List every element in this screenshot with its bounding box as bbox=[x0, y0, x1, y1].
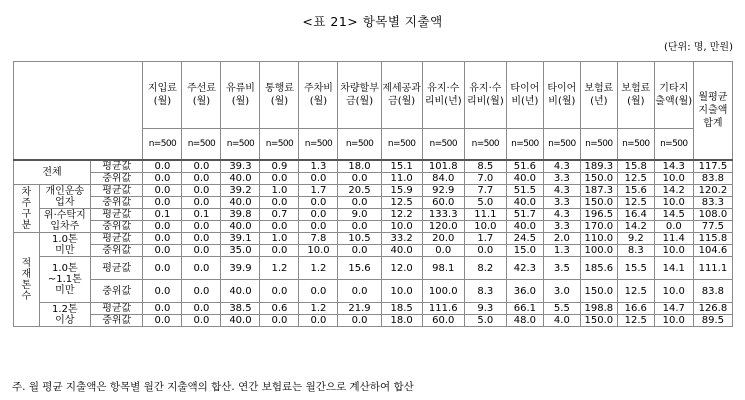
table-cell: 83.8 bbox=[693, 280, 732, 303]
table-cell: 15.5 bbox=[617, 257, 654, 280]
table-cell: 40.0 bbox=[221, 197, 260, 209]
table-cell: 10.0 bbox=[654, 173, 693, 185]
table-cell: 60.0 bbox=[422, 197, 464, 209]
table-cell: 0.0 bbox=[182, 197, 221, 209]
table-cell: 38.5 bbox=[221, 303, 260, 315]
table-cell: 15.6 bbox=[338, 257, 381, 280]
n-cell: n=500 bbox=[260, 129, 299, 161]
n-cell: n=500 bbox=[381, 129, 422, 161]
table-cell: 0.0 bbox=[299, 315, 338, 327]
corner-cell bbox=[14, 62, 143, 161]
stat-label: 중위값 bbox=[91, 173, 143, 185]
table-cell: 0.0 bbox=[143, 197, 182, 209]
table-cell: 0.0 bbox=[182, 245, 221, 257]
subgroup-label: 위·수탁지입차주 bbox=[39, 209, 90, 233]
table-cell: 4.3 bbox=[543, 209, 580, 221]
table-row bbox=[14, 315, 733, 327]
table-cell: 48.0 bbox=[506, 315, 543, 327]
footnote: 주. 월 평균 지출액은 항목별 월간 지출액의 합산. 연간 보험료는 월간으로 계산하여 합산 bbox=[12, 381, 414, 393]
table-cell: 15.9 bbox=[381, 185, 422, 197]
table-cell: 0.6 bbox=[260, 303, 299, 315]
n-cell: n=500 bbox=[338, 129, 381, 161]
subgroup-label: 1.0톤~1.1톤미만 bbox=[39, 257, 90, 303]
table-cell: 120.2 bbox=[693, 185, 732, 197]
table-cell: 11.1 bbox=[464, 209, 506, 221]
unit-label: (단위: 명, 만원) bbox=[663, 42, 733, 53]
table-cell: 1.0 bbox=[260, 185, 299, 197]
stat-label: 중위값 bbox=[91, 280, 143, 303]
table-cell: 0.0 bbox=[143, 233, 182, 245]
table-cell: 0.1 bbox=[182, 209, 221, 221]
table-cell: 0.0 bbox=[182, 221, 221, 233]
table-cell: 3.3 bbox=[543, 173, 580, 185]
table-cell: 12.5 bbox=[617, 280, 654, 303]
table-cell: 11.0 bbox=[381, 173, 422, 185]
table-cell: 16.4 bbox=[617, 209, 654, 221]
table-row bbox=[14, 197, 733, 209]
table-cell: 0.0 bbox=[338, 221, 381, 233]
n-cell: n=500 bbox=[506, 129, 543, 161]
table-row bbox=[14, 160, 733, 173]
header-row bbox=[14, 62, 733, 129]
table-cell: 12.0 bbox=[381, 257, 422, 280]
table-cell: 8.3 bbox=[464, 280, 506, 303]
table-cell: 51.5 bbox=[506, 185, 543, 197]
n-cell: n=500 bbox=[422, 129, 464, 161]
table-cell: 150.0 bbox=[580, 315, 617, 327]
table-cell: 198.8 bbox=[580, 303, 617, 315]
table-cell: 3.3 bbox=[543, 197, 580, 209]
subgroup-label: 1.2톤이상 bbox=[39, 303, 90, 327]
table-cell: 14.2 bbox=[617, 221, 654, 233]
table-cell: 0.0 bbox=[143, 257, 182, 280]
table-cell: 98.1 bbox=[422, 257, 464, 280]
table-title: <표 21> 항목별 지출액 bbox=[302, 14, 443, 29]
table-cell: 40.0 bbox=[221, 280, 260, 303]
table-cell: 5.0 bbox=[464, 315, 506, 327]
table-cell: 0.0 bbox=[143, 245, 182, 257]
table-row bbox=[14, 173, 733, 185]
table-cell: 16.6 bbox=[617, 303, 654, 315]
table-cell: 100.0 bbox=[422, 280, 464, 303]
table-cell: 51.6 bbox=[506, 160, 543, 173]
table-cell: 0.0 bbox=[299, 221, 338, 233]
table-cell: 40.0 bbox=[221, 173, 260, 185]
table-cell: 150.0 bbox=[580, 173, 617, 185]
table-cell: 1.2 bbox=[299, 303, 338, 315]
table-cell: 1.7 bbox=[299, 185, 338, 197]
table-cell: 0.0 bbox=[182, 257, 221, 280]
group-label-carowner: 차주구분 bbox=[14, 185, 40, 233]
n-cell: n=500 bbox=[464, 129, 506, 161]
col-header: 보험료(년) bbox=[580, 62, 617, 129]
stat-label: 평균값 bbox=[91, 185, 143, 197]
table-cell: 0.0 bbox=[182, 173, 221, 185]
table-cell: 3.5 bbox=[543, 257, 580, 280]
col-header: 보험료(월) bbox=[617, 62, 654, 129]
table-cell: 108.0 bbox=[693, 209, 732, 221]
table-cell: 150.0 bbox=[580, 280, 617, 303]
table-cell: 0.0 bbox=[143, 185, 182, 197]
table-cell: 40.0 bbox=[506, 173, 543, 185]
table-cell: 189.3 bbox=[580, 160, 617, 173]
table-cell: 0.0 bbox=[299, 197, 338, 209]
stat-label: 평균값 bbox=[91, 160, 143, 173]
table-cell: 7.7 bbox=[464, 185, 506, 197]
table-cell: 0.0 bbox=[182, 233, 221, 245]
table-cell: 10.0 bbox=[654, 245, 693, 257]
table-cell: 18.0 bbox=[381, 315, 422, 327]
table-cell: 10.0 bbox=[654, 197, 693, 209]
table-cell: 15.6 bbox=[617, 185, 654, 197]
table-cell: 39.3 bbox=[221, 160, 260, 173]
table-cell: 5.0 bbox=[464, 197, 506, 209]
table-cell: 0.0 bbox=[338, 245, 381, 257]
subgroup-label: 1.0톤미만 bbox=[39, 233, 90, 257]
table-cell: 4.3 bbox=[543, 160, 580, 173]
table-cell: 101.8 bbox=[422, 160, 464, 173]
table-cell: 92.9 bbox=[422, 185, 464, 197]
table-cell: 42.3 bbox=[506, 257, 543, 280]
table-row bbox=[14, 257, 733, 280]
table-cell: 40.0 bbox=[506, 221, 543, 233]
table-cell: 5.5 bbox=[543, 303, 580, 315]
table-row bbox=[14, 221, 733, 233]
table-cell: 0.9 bbox=[260, 160, 299, 173]
table-cell: 14.3 bbox=[654, 160, 693, 173]
table-cell: 126.8 bbox=[693, 303, 732, 315]
table-cell: 14.2 bbox=[654, 185, 693, 197]
table-cell: 12.5 bbox=[381, 197, 422, 209]
table-cell: 15.1 bbox=[381, 160, 422, 173]
table-cell: 7.8 bbox=[299, 233, 338, 245]
subgroup-label: 개인운송업자 bbox=[39, 185, 90, 209]
table-cell: 3.0 bbox=[543, 280, 580, 303]
stat-label: 중위값 bbox=[91, 315, 143, 327]
table-cell: 1.3 bbox=[543, 245, 580, 257]
table-cell: 0.0 bbox=[260, 245, 299, 257]
table-cell: 0.0 bbox=[143, 280, 182, 303]
table-cell: 51.7 bbox=[506, 209, 543, 221]
stat-label: 평균값 bbox=[91, 257, 143, 280]
table-row bbox=[14, 280, 733, 303]
table-row bbox=[14, 233, 733, 245]
table-cell: 40.0 bbox=[221, 221, 260, 233]
col-header: 유지·수리비(월) bbox=[464, 62, 506, 129]
table-cell: 40.0 bbox=[506, 197, 543, 209]
stat-label: 중위값 bbox=[91, 245, 143, 257]
expense-table bbox=[13, 61, 733, 327]
table-cell: 10.0 bbox=[381, 221, 422, 233]
table-row bbox=[14, 185, 733, 197]
col-header: 타이어비(년) bbox=[506, 62, 543, 129]
table-cell: 40.0 bbox=[381, 245, 422, 257]
n-cell: n=500 bbox=[580, 129, 617, 161]
table-cell: 117.5 bbox=[693, 160, 732, 173]
table-cell: 0.0 bbox=[182, 160, 221, 173]
col-header: 기타지출액(월) bbox=[654, 62, 693, 129]
group-label-total: 전체 bbox=[14, 160, 91, 185]
table-cell: 0.0 bbox=[143, 315, 182, 327]
n-cell: n=500 bbox=[543, 129, 580, 161]
table-cell: 0.0 bbox=[338, 315, 381, 327]
table-cell: 115.8 bbox=[693, 233, 732, 245]
table-cell: 39.8 bbox=[221, 209, 260, 221]
table-cell: 170.0 bbox=[580, 221, 617, 233]
table-row bbox=[14, 209, 733, 221]
table-cell: 4.3 bbox=[543, 185, 580, 197]
table-cell: 36.0 bbox=[506, 280, 543, 303]
table-cell: 0.0 bbox=[464, 245, 506, 257]
col-header: 차량할부금(월) bbox=[338, 62, 381, 129]
table-cell: 1.3 bbox=[299, 160, 338, 173]
group-label-tonnage: 적재톤수 bbox=[14, 233, 40, 327]
n-cell: n=500 bbox=[221, 129, 260, 161]
table-cell: 8.5 bbox=[464, 160, 506, 173]
n-cell: n=500 bbox=[299, 129, 338, 161]
table-cell: 0.0 bbox=[260, 315, 299, 327]
table-cell: 0.0 bbox=[260, 221, 299, 233]
table-cell: 196.5 bbox=[580, 209, 617, 221]
stat-label: 평균값 bbox=[91, 233, 143, 245]
table-cell: 39.1 bbox=[221, 233, 260, 245]
table-cell: 120.0 bbox=[422, 221, 464, 233]
table-cell: 39.9 bbox=[221, 257, 260, 280]
table-cell: 0.0 bbox=[654, 221, 693, 233]
table-cell: 0.0 bbox=[182, 315, 221, 327]
col-header: 통행료(월) bbox=[260, 62, 299, 129]
table-cell: 1.7 bbox=[464, 233, 506, 245]
table-cell: 14.1 bbox=[654, 257, 693, 280]
table-cell: 14.5 bbox=[654, 209, 693, 221]
table-cell: 20.0 bbox=[422, 233, 464, 245]
table-cell: 150.0 bbox=[580, 197, 617, 209]
table-cell: 10.5 bbox=[338, 233, 381, 245]
stat-label: 중위값 bbox=[91, 221, 143, 233]
table-cell: 8.3 bbox=[617, 245, 654, 257]
table-cell: 18.5 bbox=[381, 303, 422, 315]
table-cell: 3.3 bbox=[543, 221, 580, 233]
n-cell: n=500 bbox=[617, 129, 654, 161]
table-cell: 40.0 bbox=[221, 315, 260, 327]
table-cell: 0.0 bbox=[182, 280, 221, 303]
table-cell: 11.4 bbox=[654, 233, 693, 245]
table-cell: 0.1 bbox=[143, 209, 182, 221]
table-cell: 10.0 bbox=[654, 280, 693, 303]
table-cell: 0.0 bbox=[299, 209, 338, 221]
table-cell: 21.9 bbox=[338, 303, 381, 315]
table-cell: 12.5 bbox=[617, 173, 654, 185]
col-header: 유지·수리비(년) bbox=[422, 62, 464, 129]
stat-label: 중위값 bbox=[91, 197, 143, 209]
table-cell: 9.0 bbox=[338, 209, 381, 221]
table-cell: 10.0 bbox=[654, 315, 693, 327]
table-cell: 0.0 bbox=[260, 197, 299, 209]
stat-label: 평균값 bbox=[91, 209, 143, 221]
col-header: 지입료(월) bbox=[143, 62, 182, 129]
table-cell: 0.7 bbox=[260, 209, 299, 221]
table-cell: 0.0 bbox=[143, 303, 182, 315]
table-cell: 83.8 bbox=[693, 173, 732, 185]
table-row bbox=[14, 245, 733, 257]
table-cell: 0.0 bbox=[422, 245, 464, 257]
col-header: 주차비(월) bbox=[299, 62, 338, 129]
table-cell: 110.0 bbox=[580, 233, 617, 245]
table-cell: 84.0 bbox=[422, 173, 464, 185]
table-cell: 0.0 bbox=[338, 173, 381, 185]
table-cell: 4.0 bbox=[543, 315, 580, 327]
table-cell: 133.3 bbox=[422, 209, 464, 221]
table-cell: 14.7 bbox=[654, 303, 693, 315]
table-cell: 0.0 bbox=[260, 173, 299, 185]
n-cell: n=500 bbox=[143, 129, 182, 161]
table-cell: 100.0 bbox=[580, 245, 617, 257]
table-row bbox=[14, 303, 733, 315]
table-cell: 1.2 bbox=[260, 257, 299, 280]
table-cell: 12.5 bbox=[617, 197, 654, 209]
table-cell: 24.5 bbox=[506, 233, 543, 245]
table-cell: 0.0 bbox=[143, 173, 182, 185]
col-header-total: 월평균지출액합계 bbox=[693, 62, 732, 161]
table-cell: 111.6 bbox=[422, 303, 464, 315]
table-cell: 8.2 bbox=[464, 257, 506, 280]
table-cell: 0.0 bbox=[182, 303, 221, 315]
table-cell: 9.2 bbox=[617, 233, 654, 245]
table-cell: 2.0 bbox=[543, 233, 580, 245]
table-cell: 10.0 bbox=[464, 221, 506, 233]
table-cell: 15.8 bbox=[617, 160, 654, 173]
table-cell: 1.2 bbox=[299, 257, 338, 280]
table-cell: 10.0 bbox=[381, 280, 422, 303]
table-cell: 20.5 bbox=[338, 185, 381, 197]
table-cell: 18.0 bbox=[338, 160, 381, 173]
table-cell: 35.0 bbox=[221, 245, 260, 257]
table-cell: 0.0 bbox=[338, 197, 381, 209]
table-cell: 10.0 bbox=[299, 245, 338, 257]
table-cell: 33.2 bbox=[381, 233, 422, 245]
table-cell: 187.3 bbox=[580, 185, 617, 197]
col-header: 타이어비(월) bbox=[543, 62, 580, 129]
table-cell: 9.3 bbox=[464, 303, 506, 315]
table-cell: 15.0 bbox=[506, 245, 543, 257]
table-cell: 7.0 bbox=[464, 173, 506, 185]
table-cell: 60.0 bbox=[422, 315, 464, 327]
table-cell: 77.5 bbox=[693, 221, 732, 233]
table-cell: 104.6 bbox=[693, 245, 732, 257]
table-cell: 12.2 bbox=[381, 209, 422, 221]
table-cell: 0.0 bbox=[338, 280, 381, 303]
stat-label: 평균값 bbox=[91, 303, 143, 315]
table-cell: 0.0 bbox=[182, 185, 221, 197]
table-cell: 12.5 bbox=[617, 315, 654, 327]
table-cell: 83.3 bbox=[693, 197, 732, 209]
n-cell: n=500 bbox=[654, 129, 693, 161]
table-cell: 0.0 bbox=[143, 160, 182, 173]
table-cell: 0.0 bbox=[299, 280, 338, 303]
table-cell: 185.6 bbox=[580, 257, 617, 280]
table-cell: 66.1 bbox=[506, 303, 543, 315]
table-cell: 89.5 bbox=[693, 315, 732, 327]
col-header: 제세공과금(월) bbox=[381, 62, 422, 129]
table-cell: 1.0 bbox=[260, 233, 299, 245]
table-cell: 39.2 bbox=[221, 185, 260, 197]
table-cell: 0.0 bbox=[143, 221, 182, 233]
table-cell: 111.1 bbox=[693, 257, 732, 280]
col-header: 주선료(월) bbox=[182, 62, 221, 129]
col-header: 유류비(월) bbox=[221, 62, 260, 129]
n-cell: n=500 bbox=[182, 129, 221, 161]
table-cell: 0.0 bbox=[299, 173, 338, 185]
table-cell: 0.0 bbox=[260, 280, 299, 303]
